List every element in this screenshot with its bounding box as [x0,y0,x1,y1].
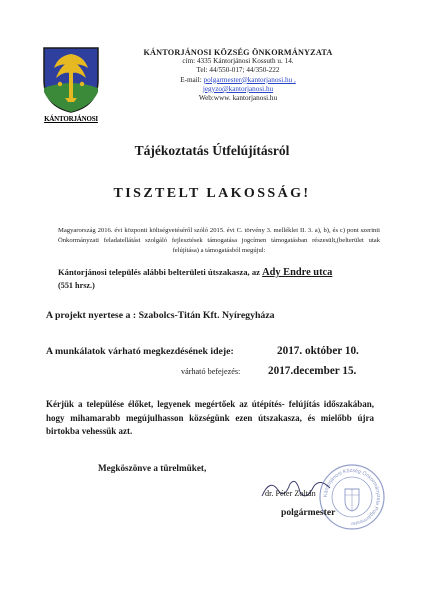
intro-paragraph: Magyarország 2016. évi központi költségvetéséről szóló 2015. évi C. törvény 3. melléklet II. 3. a), b), és c) pont szerinti Önkormányzati feladatellátást szolgáló fejlesztések támogatása jogcímen támogatásban részesült,(belterület utak felújítása) a támogatásból megújul: [58,227,380,255]
mayor-title: polgármester [281,507,336,518]
closing-thanks: Megköszönve a türelmüket, [98,463,207,473]
street-lot-number: (551 hrsz.) [58,281,95,290]
email-line [108,76,368,85]
end-label: várható befejezés: [181,367,241,376]
start-label: A munkálatok várható megkezdésének ideje: [46,346,234,357]
end-date: 2017.december 15. [268,365,357,377]
email-link-mayor[interactable]: polgarmester@kantorjanosi.hu , [203,75,296,84]
email-link-notary[interactable]: jegyzo@kantorjanosi.hu [202,84,274,93]
phone: Tel: 44/550-017; 44/350-222 [196,66,280,75]
letterhead [108,48,368,103]
street-name: Ady Endre utca [262,267,333,278]
website: Web:www. kantorjanosi.hu [198,94,278,103]
stamp-text: Kántorjánosi Község Önkormányzata Polgármester [322,467,382,527]
organization-name: KÁNTORJÁNOSI KÖZSÉG ÖNKORMÁNYZATA [143,48,333,57]
request-paragraph: Kérjük a települése élőket, legyenek megértőek az útépítés- felújítás időszakában, hogy mihamarabb megújulhasson községünk ezen útszakasza, és mielőbb újra birtokba vehessük azt. [46,399,374,436]
mayor-name: dr. Péter Zoltán [265,489,316,498]
crest-caption: KÁNTORJÁNOSI [44,115,98,123]
address: cím: 4335 Kántorjánosi Kossuth u. 14. [182,57,294,66]
document-title: Tájékoztatás Útfelújításról [134,143,290,158]
start-date: 2017. október 10. [277,345,359,357]
street-prefix: Kántorjánosi település alábbi belterületi útszakasza, az [58,267,260,277]
official-stamp [318,463,386,531]
project-winner: A projekt nyertese a : Szabolcs-Titán Kft. Nyíregyháza [46,310,275,321]
greeting: TISZTELT LAKOSSÁG! [113,186,311,201]
municipal-crest [40,44,102,114]
email-label: E-mail: [180,75,204,84]
street-line [58,267,380,278]
